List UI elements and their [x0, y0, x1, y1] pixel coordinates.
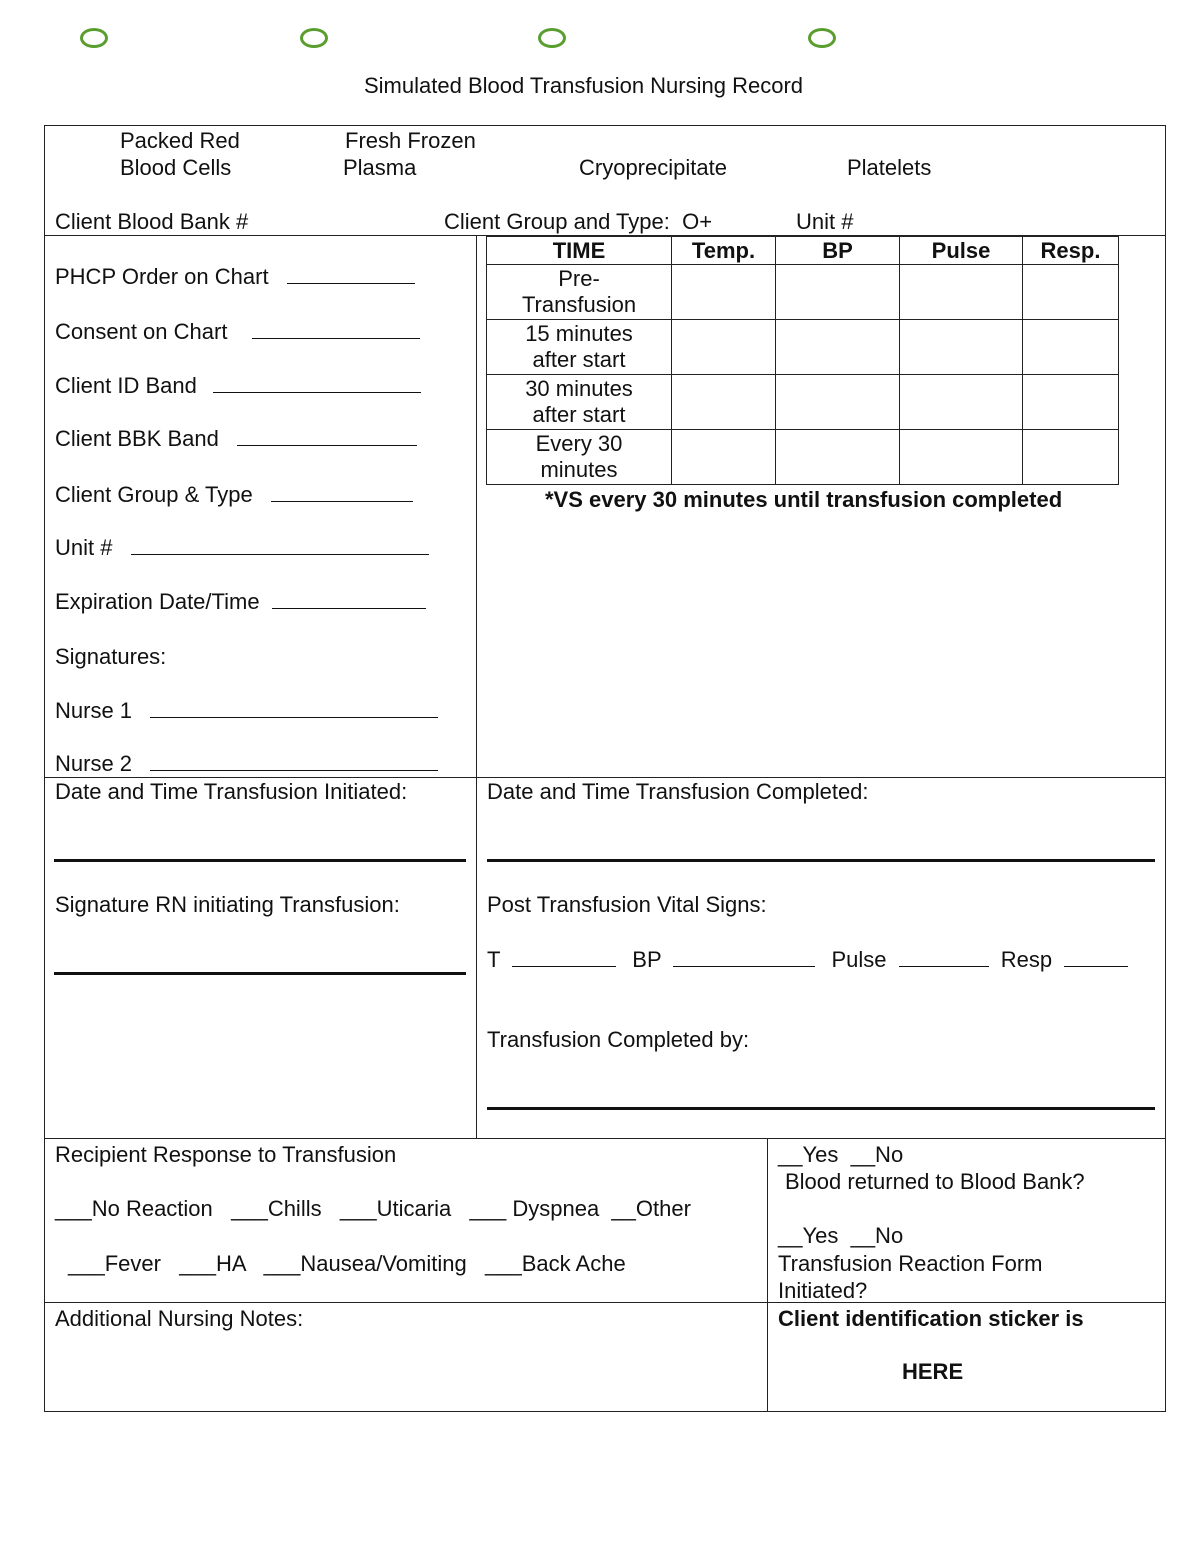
checklist-unit-blank[interactable] — [131, 536, 429, 555]
frame-lower-divider — [767, 1138, 768, 1412]
frame-left — [44, 125, 45, 1412]
vitals-cell-temp[interactable] — [672, 430, 776, 485]
checklist-phcp-blank[interactable] — [287, 265, 415, 284]
vitals-cell-bp[interactable] — [776, 265, 900, 320]
vitals-table — [486, 236, 1119, 485]
binder-hole-1 — [80, 28, 108, 48]
checklist-nurse2 — [55, 750, 438, 777]
post-bp-label: BP — [632, 947, 662, 972]
notes-area[interactable] — [50, 1334, 762, 1406]
completed-label: Date and Time Transfusion Completed: — [487, 779, 869, 804]
vitals-header-temp: Temp. — [672, 237, 776, 265]
frame-bottom — [44, 1411, 1166, 1412]
notes-label: Additional Nursing Notes: — [55, 1306, 304, 1331]
vitals-cell-pulse[interactable] — [900, 430, 1023, 485]
checklist-consent-label: Consent on Chart — [55, 319, 228, 344]
vitals-cell-resp[interactable] — [1023, 375, 1119, 430]
checklist-nurse1-label: Nurse 1 — [55, 698, 133, 723]
vitals-row-label: 30 minutes after start — [525, 376, 633, 427]
group-type-label-text: Client Group and Type: — [444, 209, 670, 234]
returned-question: Blood returned to Blood Bank? — [785, 1169, 1085, 1194]
product-packed-red-line2: Blood Cells — [120, 155, 232, 180]
vitals-row-time — [487, 375, 672, 430]
returned-yes-no[interactable]: __Yes __No — [778, 1142, 904, 1167]
checklist-bbk-band — [55, 425, 417, 452]
product-cryo: Cryoprecipitate — [579, 155, 727, 180]
checklist-group-type-label: Client Group & Type — [55, 482, 253, 507]
checklist-signatures: Signatures: — [55, 644, 167, 669]
rn-signature-label: Signature RN initiating Transfusion: — [55, 892, 400, 917]
vitals-row-time — [487, 265, 672, 320]
group-type-label — [444, 208, 712, 235]
post-resp-label: Resp — [1000, 947, 1053, 972]
reaction-form-question-line1: Transfusion Reaction Form — [778, 1251, 1043, 1276]
vitals-cell-resp[interactable] — [1023, 320, 1119, 375]
checklist-unit — [55, 534, 429, 561]
checklist-expiration-label: Expiration Date/Time — [55, 589, 260, 614]
vitals-cell-temp[interactable] — [672, 375, 776, 430]
vitals-cell-temp[interactable] — [672, 320, 776, 375]
frame-divider-3 — [44, 1138, 1166, 1139]
initiated-label: Date and Time Transfusion Initiated: — [55, 779, 408, 804]
frame-divider-4 — [44, 1302, 1166, 1303]
product-packed-red-line1: Packed Red — [120, 128, 240, 153]
reaction-form-yes-no[interactable]: __Yes __No — [778, 1223, 904, 1248]
vitals-row-label: Pre- Transfusion — [521, 266, 637, 317]
checklist-id-band-blank[interactable] — [213, 374, 421, 393]
page-title: Simulated Blood Transfusion Nursing Record — [364, 73, 804, 98]
vitals-row-time — [487, 430, 672, 485]
vitals-row — [487, 265, 1119, 320]
frame-mid-divider — [476, 235, 477, 1139]
vitals-cell-temp[interactable] — [672, 265, 776, 320]
vitals-cell-bp[interactable] — [776, 430, 900, 485]
checklist-expiration — [55, 588, 426, 615]
checklist-group-type-blank[interactable] — [271, 483, 413, 502]
completed-signature-line[interactable] — [487, 859, 1155, 862]
vitals-header-pulse: Pulse — [900, 237, 1023, 265]
checklist-phcp-label: PHCP Order on Chart — [55, 264, 269, 289]
rn-signature-line[interactable] — [54, 972, 466, 975]
vitals-note: *VS every 30 minutes until transfusion completed — [545, 487, 1063, 512]
vitals-cell-resp[interactable] — [1023, 265, 1119, 320]
vitals-row-label: Every 30 minutes — [535, 431, 623, 482]
response-row-1[interactable]: ___No Reaction ___Chills ___Uticaria ___ Dyspnea __Other — [55, 1196, 691, 1221]
product-ffp-line2: Plasma — [343, 155, 417, 180]
response-title: Recipient Response to Transfusion — [55, 1142, 397, 1167]
product-platelets: Platelets — [847, 155, 932, 180]
vitals-cell-pulse[interactable] — [900, 375, 1023, 430]
vitals-row — [487, 430, 1119, 485]
post-pulse-blank[interactable] — [899, 948, 989, 967]
vitals-header-row — [487, 237, 1119, 265]
vitals-header-resp: Resp. — [1023, 237, 1119, 265]
checklist-consent — [55, 318, 420, 345]
reaction-form-question-line2: Initiated? — [778, 1278, 868, 1303]
response-row-2[interactable]: ___Fever ___HA ___Nausea/Vomiting ___Back Ache — [68, 1251, 626, 1276]
vitals-row-time — [487, 320, 672, 375]
checklist-bbk-band-blank[interactable] — [237, 427, 417, 446]
checklist-nurse2-blank[interactable] — [150, 752, 438, 771]
post-resp-blank[interactable] — [1064, 948, 1128, 967]
product-ffp-line1: Fresh Frozen — [345, 128, 476, 153]
post-t-blank[interactable] — [512, 948, 616, 967]
checklist-nurse2-label: Nurse 2 — [55, 751, 133, 776]
frame-right — [1165, 125, 1166, 1412]
initiated-signature-line[interactable] — [54, 859, 466, 862]
post-t-label: T — [487, 947, 501, 972]
checklist-nurse1 — [55, 697, 438, 724]
completed-by-line[interactable] — [487, 1107, 1155, 1110]
checklist-id-band — [55, 372, 421, 399]
sticker-line1: Client identification sticker is — [778, 1306, 1084, 1331]
checklist-id-band-label: Client ID Band — [55, 373, 197, 398]
checklist-unit-label: Unit # — [55, 535, 113, 560]
checklist-group-type — [55, 481, 413, 508]
vitals-cell-pulse[interactable] — [900, 265, 1023, 320]
checklist-nurse1-blank[interactable] — [150, 699, 438, 718]
vitals-header-bp: BP — [776, 237, 900, 265]
binder-hole-4 — [808, 28, 836, 48]
vitals-row — [487, 375, 1119, 430]
vitals-row — [487, 320, 1119, 375]
frame-top — [44, 125, 1166, 126]
post-bp-blank[interactable] — [673, 948, 815, 967]
binder-hole-3 — [538, 28, 566, 48]
post-vitals-label: Post Transfusion Vital Signs: — [487, 892, 767, 917]
vitals-row-label: 15 minutes after start — [525, 321, 633, 372]
checklist-phcp — [55, 263, 415, 290]
checklist-consent-blank[interactable] — [252, 320, 420, 339]
group-type-value: O+ — [682, 209, 713, 234]
blood-bank-label: Client Blood Bank # — [55, 209, 249, 234]
sticker-line2: HERE — [902, 1359, 964, 1384]
post-vitals-row — [487, 946, 1128, 973]
post-pulse-label: Pulse — [831, 947, 887, 972]
vitals-header-time: TIME — [487, 237, 672, 265]
checklist-bbk-band-label: Client BBK Band — [55, 426, 219, 451]
vitals-cell-resp[interactable] — [1023, 430, 1119, 485]
vitals-cell-pulse[interactable] — [900, 320, 1023, 375]
unit-label: Unit # — [796, 209, 854, 234]
vitals-cell-bp[interactable] — [776, 320, 900, 375]
checklist-expiration-blank[interactable] — [272, 590, 426, 609]
binder-hole-2 — [300, 28, 328, 48]
completed-by-label: Transfusion Completed by: — [487, 1027, 750, 1052]
vitals-cell-bp[interactable] — [776, 375, 900, 430]
